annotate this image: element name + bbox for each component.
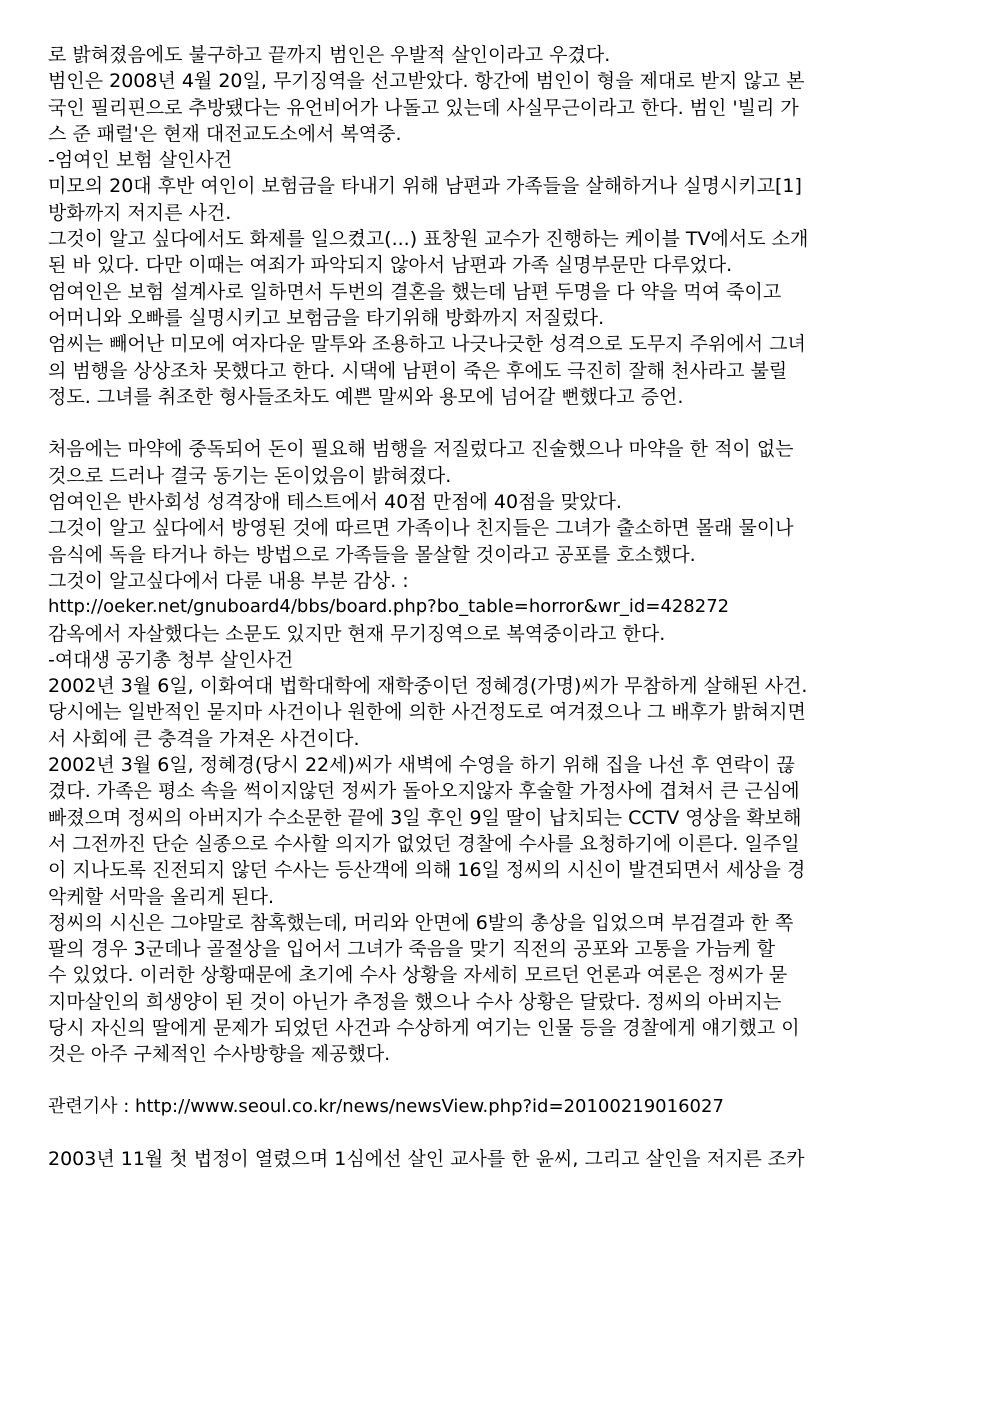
text-line: 팔의 경우 3군데나 골절상을 입어서 그녀가 죽음을 맞기 직전의 공포와 고통을 가늠케 할 [48, 938, 775, 961]
text-line: 수 있었다. 이러한 상황때문에 초기에 수사 상황을 자세히 모르던 언론과 여론은 정씨가 묻 [48, 964, 788, 987]
text-line: 국인 필리핀으로 추방됐다는 유언비어가 나돌고 있는데 사실무근이라고 한다. 범인 '빌리 가 [48, 96, 799, 119]
text-line: 엄여인은 보험 설계사로 일하면서 두번의 결혼을 했는데 남편 두명을 다 약을 먹여 죽이고 [48, 280, 782, 303]
text-line: 어머니와 오빠를 실명시키고 보험금을 타기위해 방화까지 저질렀다. [48, 306, 605, 329]
text-line: 처음에는 마약에 중독되어 돈이 필요해 범행을 저질렀다고 진술했으나 마약을 한 적이 없는 [48, 438, 794, 461]
text-line: 것으로 드러나 결국 동기는 돈이었음이 밝혀졌다. [48, 464, 452, 487]
blank-line [48, 1068, 948, 1094]
blank-line [48, 410, 948, 436]
reference-link[interactable]: http://oeker.net/gnuboard4/bbs/board.php?bo_table=horror&wr_id=428272 [48, 596, 730, 618]
text-line: 미모의 20대 후반 여인이 보험금을 타내기 위해 남편과 가족들을 살해하거나 실명시키고[1] [48, 175, 802, 198]
text-line: 정씨의 시신은 그야말로 참혹했는데, 머리와 안면에 6발의 총상을 입었으며 부검결과 한 쪽 [48, 911, 794, 934]
text-line: 겼다. 가족은 평소 속을 썩이지않던 정씨가 돌아오지않자 후술할 가정사에 겹쳐서 큰 근심에 [48, 780, 800, 803]
text-line: 방화까지 저지른 사건. [48, 201, 232, 224]
text-line: 그것이 알고 싶다에서 방영된 것에 따르면 가족이나 친지들은 그녀가 출소하면 몰래 물이나 [48, 517, 794, 540]
text-line: 2002년 3월 6일, 이화여대 법학대학에 재학중이던 정혜경(가명)씨가 무참하게 살해된 사건. [48, 675, 808, 698]
document-body [48, 42, 948, 1173]
text-line: 당시 자신의 딸에게 문제가 되었던 사건과 수상하게 여기는 인물 등을 경찰에게 얘기했고 이 [48, 1016, 800, 1039]
text-line: 감옥에서 자살했다는 소문도 있지만 현재 무기징역으로 복역중이라고 한다. [48, 622, 666, 645]
section-heading: -엄여인 보험 살인사건 [48, 149, 233, 172]
text-line: 그것이 알고 싶다에서도 화제를 일으켰고(...) 표창원 교수가 진행하는 케이블 TV에서도 소개 [48, 228, 809, 251]
text-line: 2002년 3월 6일, 정혜경(당시 22세)씨가 새벽에 수영을 하기 위해 집을 나선 후 연락이 끊 [48, 754, 795, 777]
text-line: 범인은 2008년 4월 20일, 무기징역을 선고받았다. 항간에 범인이 형을 제대로 받지 않고 본 [48, 70, 805, 93]
section-heading: -여대생 공기총 청부 살인사건 [48, 648, 294, 671]
text-line: 2003년 11월 첫 법정이 열렸으며 1심에선 살인 교사를 한 윤씨, 그리고 살인을 저지른 조카 [48, 1148, 805, 1171]
text-line: 서 그전까진 단순 실종으로 수사할 의지가 없었던 경찰에 수사를 요청하기에 이른다. 일주일 [48, 832, 800, 855]
text-line: 빠졌으며 정씨의 아버지가 수소문한 끝에 3일 후인 9일 딸이 납치되는 CCTV 영상을 확보해 [48, 806, 802, 829]
text-line: 당시에는 일반적인 묻지마 사건이나 원한에 의한 사건정도로 여겨졌으나 그 배후가 밝혀지면 [48, 701, 806, 724]
related-article-link[interactable]: 관련기사 : http://www.seoul.co.kr/news/newsView.php?id=20100219016027 [48, 1095, 724, 1117]
text-line: 로 밝혀졌음에도 불구하고 끝까지 범인은 우발적 살인이라고 우겼다. [48, 44, 611, 66]
text-line: 지마살인의 희생양이 된 것이 아닌가 추정을 했으나 수사 상황은 달랐다. 정씨의 아버지는 [48, 990, 782, 1013]
text-line: 서 사회에 큰 충격을 가져온 사건이다. [48, 727, 360, 750]
text-line: 악케할 서막을 올리게 된다. [48, 885, 275, 908]
text-line: 정도. 그녀를 취조한 형사들조차도 예쁜 말씨와 용모에 넘어갈 뻔했다고 증언. [48, 385, 684, 408]
text-line: 된 바 있다. 다만 이때는 여죄가 파악되지 않아서 남편과 가족 실명부문만 다루었다. [48, 254, 733, 277]
text-line: 의 범행을 상상조차 못했다고 한다. 시댁에 남편이 죽은 후에도 극진히 잘해 천사라고 불릴 [48, 359, 788, 382]
text-line: 것은 아주 구체적인 수사방향을 제공했다. [48, 1043, 391, 1066]
text-line: 이 지나도록 진전되지 않던 수사는 등산객에 의해 16일 정씨의 시신이 발견되면서 세상을 경 [48, 859, 806, 882]
text-line: 그것이 알고싶다에서 다룬 내용 부분 감상. : [48, 569, 409, 592]
text-line: 엄씨는 빼어난 미모에 여자다운 말투와 조용하고 나긋나긋한 성격으로 도무지 주위에서 그녀 [48, 333, 806, 356]
blank-line [48, 1120, 948, 1146]
text-line: 음식에 독을 타거나 하는 방법으로 가족들을 몰살할 것이라고 공포를 호소했다. [48, 543, 696, 566]
text-line: 엄여인은 반사회성 성격장애 테스트에서 40점 만점에 40점을 맞았다. [48, 491, 622, 514]
text-line: 스 준 패럴'은 현재 대전교도소에서 복역중. [48, 122, 402, 145]
